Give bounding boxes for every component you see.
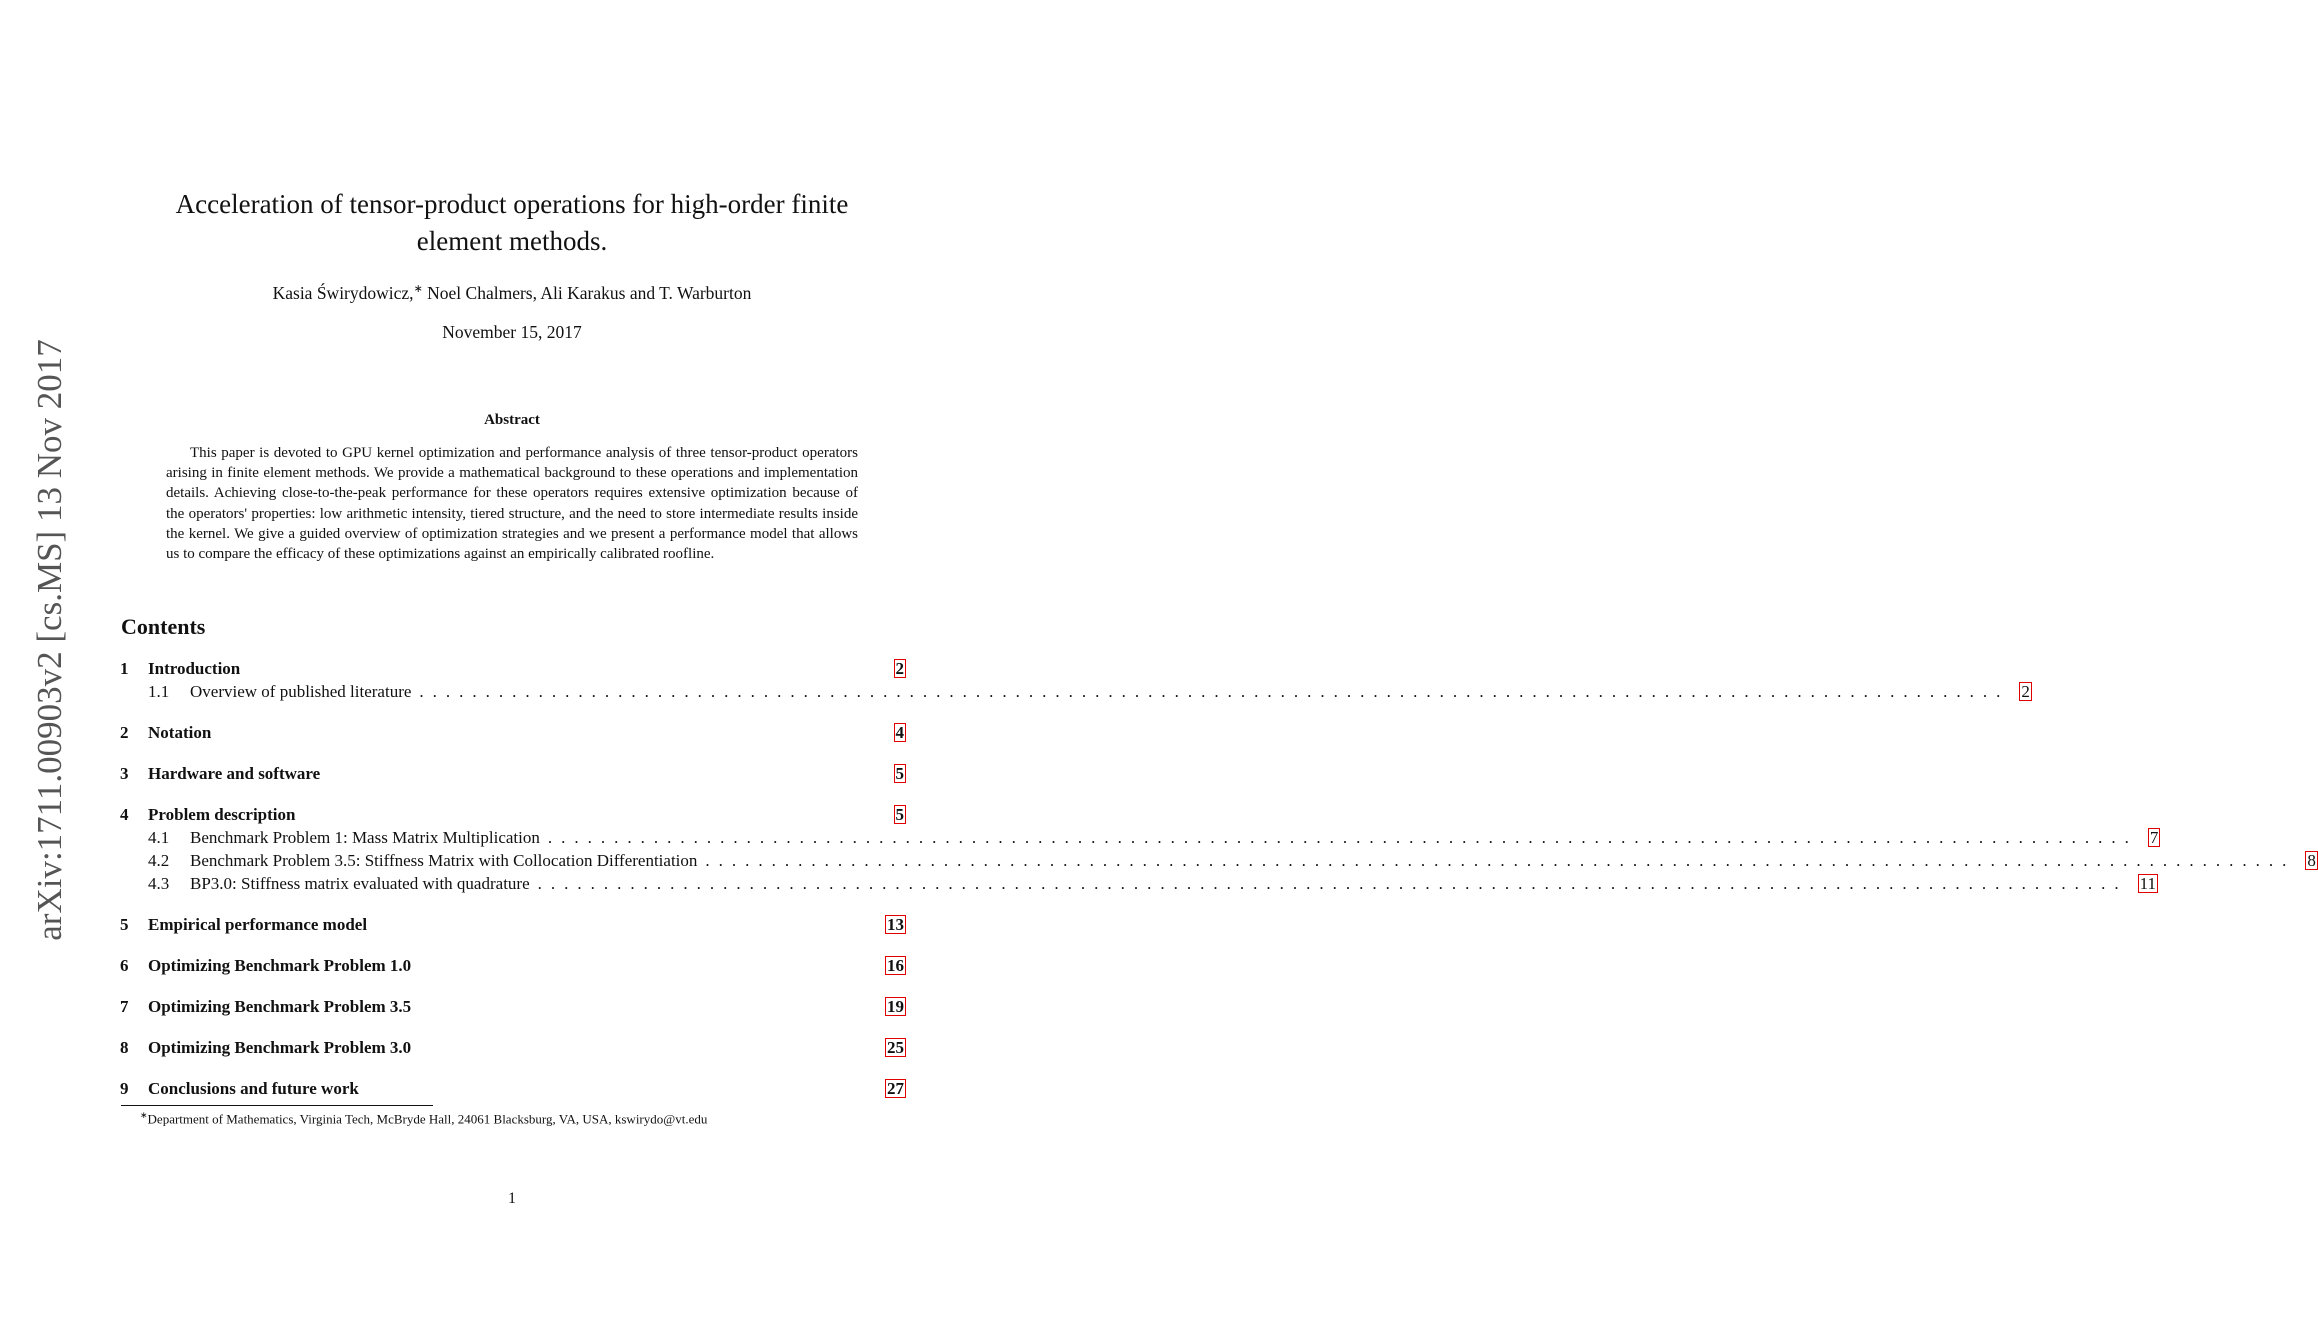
toc-section[interactable] [120,805,906,828]
toc-section-number: 8 [120,1038,129,1057]
toc-page-link[interactable]: 27 [887,1079,904,1098]
author-list [120,282,904,304]
toc-section-title[interactable]: Optimizing Benchmark Problem 3.5 [148,997,412,1016]
toc-section-number: 4 [120,805,129,824]
author-rest: Noel Chalmers, Ali Karakus and T. Warburton [422,282,752,303]
toc-section-title[interactable]: Hardware and software [148,764,321,783]
footnote [140,1110,707,1127]
toc-page-link[interactable]: 16 [887,956,904,975]
abstract-body: This paper is devoted to GPU kernel optimization and performance analysis of three tensor-product operators arising in finite element methods. We provide a mathematical background to these operations and implementation details. Achieving close-to-the-peak performance for these operators requires extensive optimization because of the operators' properties: low arithmetic intensity, tiered structure, and the need to store intermediate results inside the kernel. We give a guided overview of optimization strategies and we present a performance model that allows us to compare the efficacy of these optimizations against an empirically calibrated roofline. [166,445,858,563]
toc-page-link[interactable]: 11 [2139,874,2156,893]
arxiv-stamp: arXiv:1711.00903v2 [cs.MS] 13 Nov 2017 [30,339,69,941]
contents-heading: Contents [121,614,206,639]
toc-section-title[interactable]: Empirical performance model [148,915,368,934]
toc-page-link[interactable]: 7 [2149,828,2159,847]
toc-section-number: 3 [120,764,129,783]
toc-subsection-number: 4.3 [148,874,170,893]
toc-subsection[interactable] [120,874,2156,897]
toc-subsection-title[interactable]: Benchmark Problem 3.5: Stiffness Matrix with Collocation Differentiation [190,851,698,870]
toc-subsection-number: 1.1 [148,682,170,701]
toc-page-link[interactable]: 4 [895,723,904,742]
toc-section-title[interactable]: Problem description [148,805,296,824]
toc-subsection-title[interactable]: Benchmark Problem 1: Mass Matrix Multiplication [190,828,540,847]
toc-section[interactable] [120,659,906,682]
toc-section-number: 5 [120,915,129,934]
toc-subsection-number: 4.1 [148,828,170,847]
toc-page-link[interactable]: 5 [895,805,904,824]
toc-section[interactable] [120,723,906,746]
toc-section-number: 2 [120,723,129,742]
author-footnote-marker[interactable]: ∗ [413,283,423,295]
toc-section[interactable] [120,915,906,938]
toc-subsection-number: 4.2 [148,851,170,870]
toc-leader-dots: ........................................................................................................................ [547,828,2138,847]
toc-subsection-title[interactable]: Overview of published literature [190,682,412,701]
toc-leader-dots: ........................................................................................................................ [537,874,2128,893]
toc-page-link[interactable]: 5 [895,764,904,783]
footnote-text: Department of Mathematics, Virginia Tech, McBryde Hall, 24061 Blacksburg, VA, USA, kswirydo@vt.edu [147,1111,708,1127]
page-number: 1 [508,1190,516,1207]
toc-page-link[interactable]: 8 [2307,851,2316,870]
toc-page-link[interactable]: 2 [895,659,904,678]
table-of-contents [120,659,2316,1102]
toc-subsection[interactable] [120,682,2030,705]
toc-section-title[interactable]: Optimizing Benchmark Problem 3.0 [148,1038,412,1057]
toc-page-link[interactable]: 13 [887,915,904,934]
toc-section[interactable] [120,997,906,1020]
toc-section-number: 6 [120,956,129,975]
toc-section-title[interactable]: Introduction [148,659,241,678]
toc-section-number: 9 [120,1079,129,1098]
toc-page-link[interactable]: 2 [2021,682,2030,701]
footnote-marker: ∗ [140,1110,148,1120]
footnote-rule [121,1105,433,1106]
toc-section[interactable] [120,764,906,787]
toc-section-title[interactable]: Optimizing Benchmark Problem 1.0 [148,956,412,975]
toc-section-number: 7 [120,997,129,1016]
toc-section[interactable] [120,1079,906,1102]
toc-subsection[interactable] [120,851,2316,874]
toc-section[interactable] [120,1038,906,1061]
author-first: Kasia Świrydowicz, [272,282,414,303]
toc-page-link[interactable]: 25 [887,1038,904,1057]
toc-subsection-title[interactable]: BP3.0: Stiffness matrix evaluated with quadrature [190,874,530,893]
toc-page-link[interactable]: 19 [887,997,904,1016]
paper-title: Acceleration of tensor-product operations for high-order finite element methods. [175,189,849,256]
toc-leader-dots: ........................................................................................................................ [705,851,2296,870]
abstract-heading: Abstract [484,412,540,428]
paper-date: November 15, 2017 [442,322,582,342]
toc-section-number: 1 [120,659,129,678]
toc-section-title[interactable]: Conclusions and future work [148,1079,359,1098]
toc-section[interactable] [120,956,906,979]
toc-subsection[interactable] [120,828,2159,851]
toc-leader-dots: ........................................................................................................................ [419,682,2010,701]
toc-section-title[interactable]: Notation [148,723,212,742]
